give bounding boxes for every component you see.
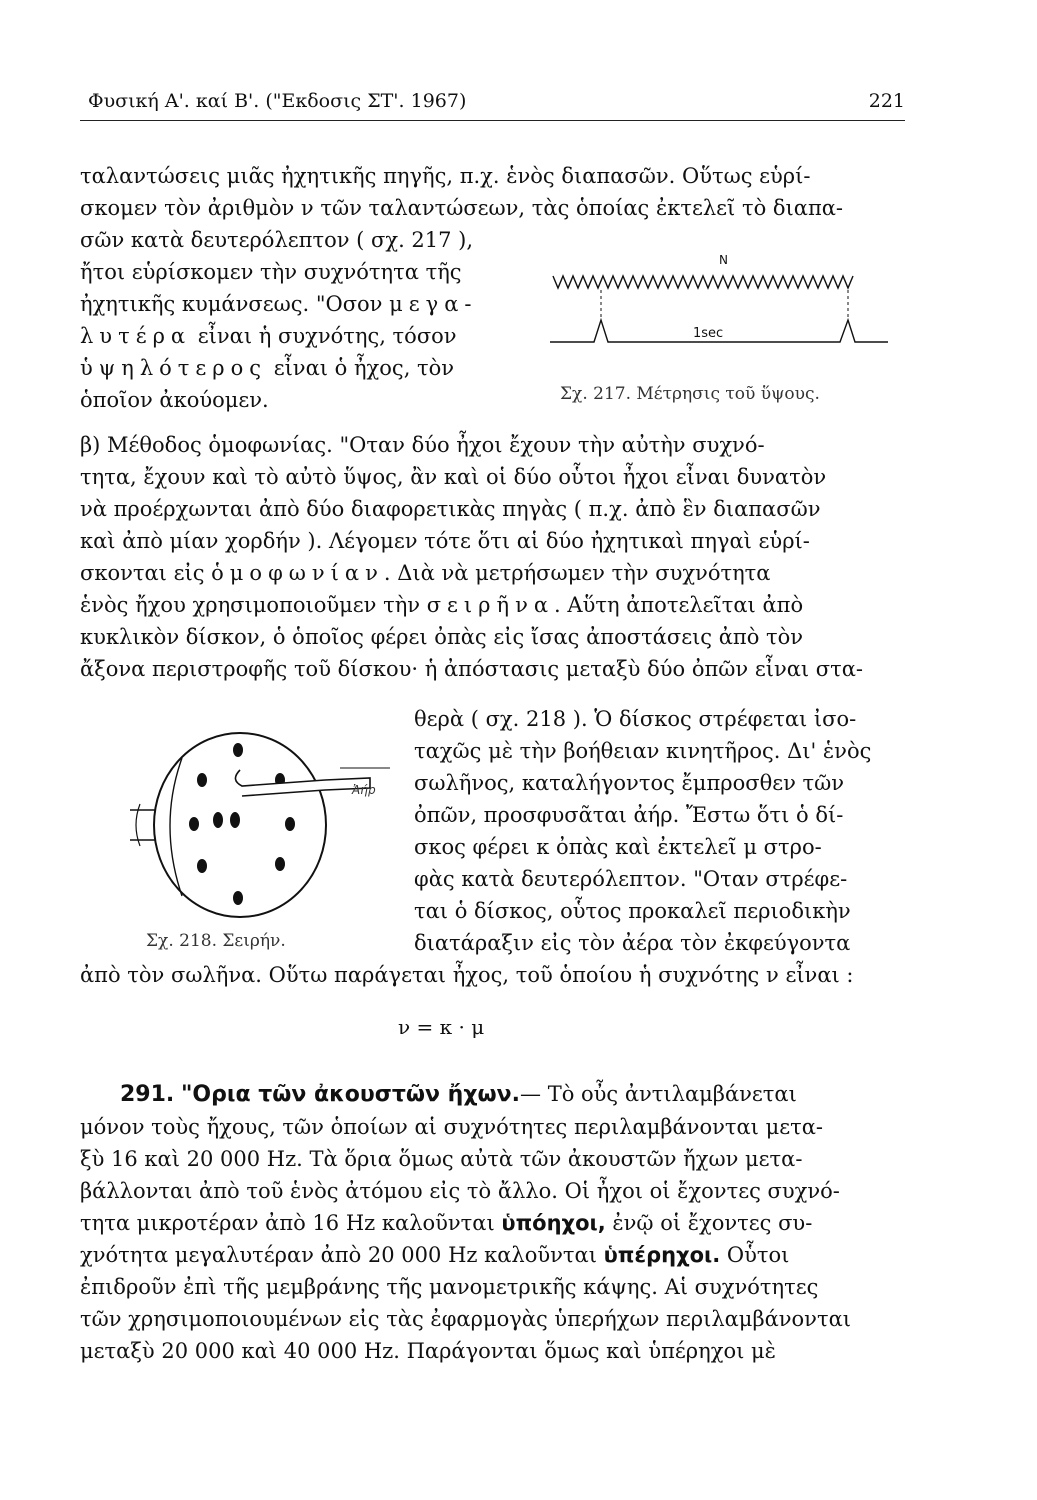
label-one-second: 1sec <box>693 326 724 341</box>
hole-9 <box>275 857 285 871</box>
figure-217-diagram <box>548 248 908 358</box>
hole-8 <box>197 859 207 873</box>
hole-4 <box>189 817 199 831</box>
text-fragment: εἶναι ἡ συχνότης, τόσον <box>191 324 457 348</box>
figure-217-caption: Σχ. 217. Μέτρησις τοῦ ὕψους. <box>560 384 820 404</box>
text-line: τῶν χρησιμοποιουμένων εἰς τὰς ἐφαρμογὰς ὑπερήχων περιλαμβάνονται <box>80 1307 851 1331</box>
paragraph-2-side <box>414 703 905 959</box>
section-291 <box>80 1078 905 1367</box>
hole-7 <box>285 817 295 831</box>
text-fragment: — Τὸ οὖς ἀντιλαμβάνεται <box>520 1082 797 1106</box>
hole-2 <box>197 773 207 787</box>
text-line: ται ὁ δίσκος, οὗτος προκαλεῖ περιοδικὴν <box>414 899 851 923</box>
text-line <box>80 320 535 352</box>
paragraph-2 <box>80 429 905 685</box>
text-line <box>80 1239 905 1271</box>
term-infrasound: ὑπόηχοι, <box>501 1211 606 1235</box>
text-line: σκομεν τὸν ἀριθμὸν ν τῶν ταλαντώσεων, τὰς ὁποίας ἐκτελεῖ τὸ διαπα- <box>80 196 844 220</box>
page-number: 221 <box>868 90 905 112</box>
section-number: 291. <box>120 1082 175 1107</box>
spaced-word: ὁμοφωνίαν <box>211 561 384 585</box>
text-fragment: ἑνὸς ἤχου χρησιμοποιοῦμεν τὴν <box>80 593 427 617</box>
text-line: σωλῆνος, καταλήγοντος ἔμπροσθεν τῶν <box>414 771 845 795</box>
text-fragment: εἶναι ὁ ἦχος, τὸν <box>267 356 455 380</box>
hole-6 <box>230 812 240 828</box>
text-fragment: ἠχητικῆς κυμάνσεως. "Οσον <box>80 292 390 316</box>
text-line: κυκλικὸν δίσκον, ὁ ὁποῖος φέρει ὀπὰς εἰς ἴσας ἀποστάσεις ἀπὸ τὸν <box>80 625 804 649</box>
text-line: βάλλονται ἀπὸ τοῦ ἑνὸς ἀτόμου εἰς τὸ ἄλλο. Οἱ ἦχοι οἱ ἔχοντες συχνό- <box>80 1179 840 1203</box>
text-line: ἤτοι εὑρίσκομεν τὴν συχνότητα τῆς <box>80 260 462 284</box>
running-title: Φυσική Α'. καί Β'. ("Εκδοσις ΣΤ'. 1967) <box>88 90 467 112</box>
tuning-fork-trace <box>553 276 853 288</box>
section-title: "Ορια τῶν ἀκουστῶν ἤχων. <box>180 1082 521 1107</box>
text-line: σῶν κατὰ δευτερόλεπτον ( σχ. 217 ), <box>80 228 474 252</box>
text-fragment: Οὗτοι <box>720 1243 790 1267</box>
term-ultrasound: ὑπέρηχοι. <box>603 1243 721 1267</box>
text-line: ξὺ 16 καὶ 20 000 Hz. Τὰ ὅρια ὅμως αὐτὰ τῶν ἀκουστῶν ἤχων μετα- <box>80 1147 803 1171</box>
text-line: νὰ προέρχωνται ἀπὸ δύο διαφορετικὰς πηγὰς ( π.χ. ἀπὸ ἓν διαπασῶν <box>80 497 821 521</box>
text-line <box>80 557 905 589</box>
text-line: ἄξονα περιστροφῆς τοῦ δίσκου· ἡ ἀπόστασις μεταξὺ δύο ὀπῶν εἶναι στα- <box>80 657 864 681</box>
paragraph-2-end <box>80 959 905 991</box>
text-line <box>80 288 535 320</box>
text-line: φὰς κατὰ δευτερόλεπτον. "Οταν στρέφε- <box>414 867 848 891</box>
section-heading-line <box>80 1078 905 1111</box>
formula-frequency: ν = κ · μ <box>398 1015 485 1039</box>
text-line: μεταξὺ 20 000 καὶ 40 000 Hz. Παράγονται ὅμως καὶ ὑπέρηχοι μὲ <box>80 1339 776 1363</box>
paragraph-1-narrow <box>80 224 535 416</box>
text-fragment: χνότητα μεγαλυτέραν ἀπὸ 20 000 Hz καλοῦνται <box>80 1243 604 1267</box>
figure-218-siren <box>70 728 400 928</box>
label-air: Ἀήρ <box>352 783 376 797</box>
spaced-word: ὑψηλότερος <box>80 356 268 380</box>
text-fragment: . Διὰ νὰ μετρήσωμεν τὴν συχνότητα <box>383 561 771 585</box>
text-line: διατάραξιν εἰς τὸν ἀέρα τὸν ἐκφεύγοντα <box>414 931 851 955</box>
paragraph-1-top <box>80 160 905 224</box>
text-line <box>80 352 535 384</box>
text-line: θερὰ ( σχ. 218 ). Ὁ δίσκος στρέφεται ἰσο- <box>414 707 857 731</box>
text-line: ὀπῶν, προσφυσᾶται ἀήρ. Ἔστω ὅτι ὁ δί- <box>414 803 844 827</box>
spaced-word: μεγα- <box>389 292 478 316</box>
text-line: ἐπιδροῦν ἐπὶ τῆς μεμβράνης τῆς μανομετρικῆς κάψης. Αἱ συχνότητες <box>80 1275 819 1299</box>
hole-1 <box>233 743 243 757</box>
label-n: N <box>719 253 728 267</box>
text-line: β) Μέθοδος ὁμοφωνίας. "Οταν δύο ἦχοι ἔχουν τὴν αὐτὴν συχνό- <box>80 433 765 457</box>
text-line: τητα, ἔχουν καὶ τὸ αὐτὸ ὕψος, ἂν καὶ οἱ δύο οὗτοι ἦχοι εἶναι δυνατὸν <box>80 465 827 489</box>
text-fragment: τητα μικροτέραν ἀπὸ 16 Hz καλοῦνται <box>80 1211 502 1235</box>
spaced-word: λυτέρα <box>80 324 192 348</box>
text-line: ὁποῖον ἀκούομεν. <box>80 388 269 412</box>
figure-218-caption: Σχ. 218. Σειρήν. <box>146 931 286 951</box>
hole-10 <box>233 891 243 905</box>
text-line <box>80 589 905 621</box>
text-line: ταλαντώσεις μιᾶς ἠχητικῆς πηγῆς, π.χ. ἑνὸς διαπασῶν. Οὕτως εὑρί- <box>80 164 811 188</box>
page-header <box>80 84 905 118</box>
spaced-word: σειρῆνα <box>426 593 555 617</box>
text-fragment: σκονται εἰς <box>80 561 212 585</box>
text-fragment: ἐνῷ οἱ ἔχοντες συ- <box>605 1211 813 1235</box>
text-line: ταχῶς μὲ τὴν βοήθειαν κινητῆρος. Δι' ἑνὸς <box>414 739 872 763</box>
text-line: σκος φέρει κ ὀπὰς καὶ ἐκτελεῖ μ στρο- <box>414 835 822 859</box>
hole-5 <box>213 812 223 828</box>
text-line: μόνον τοὺς ἤχους, τῶν ὁποίων αἱ συχνότητες περιλαμβάνονται μετα- <box>80 1115 823 1139</box>
text-fragment: . Αὕτη ἀποτελεῖται ἀπὸ <box>554 593 804 617</box>
text-line: ἀπὸ τὸν σωλῆνα. Οὕτω παράγεται ἦχος, τοῦ ὁποίου ἡ συχνότης ν εἶναι : <box>80 963 854 987</box>
text-line: καὶ ἀπὸ μίαν χορδήν ). Λέγομεν τότε ὅτι αἱ δύο ἠχητικαὶ πηγαὶ εὑρί- <box>80 529 810 553</box>
text-line <box>80 1207 905 1239</box>
header-rule <box>80 120 905 121</box>
